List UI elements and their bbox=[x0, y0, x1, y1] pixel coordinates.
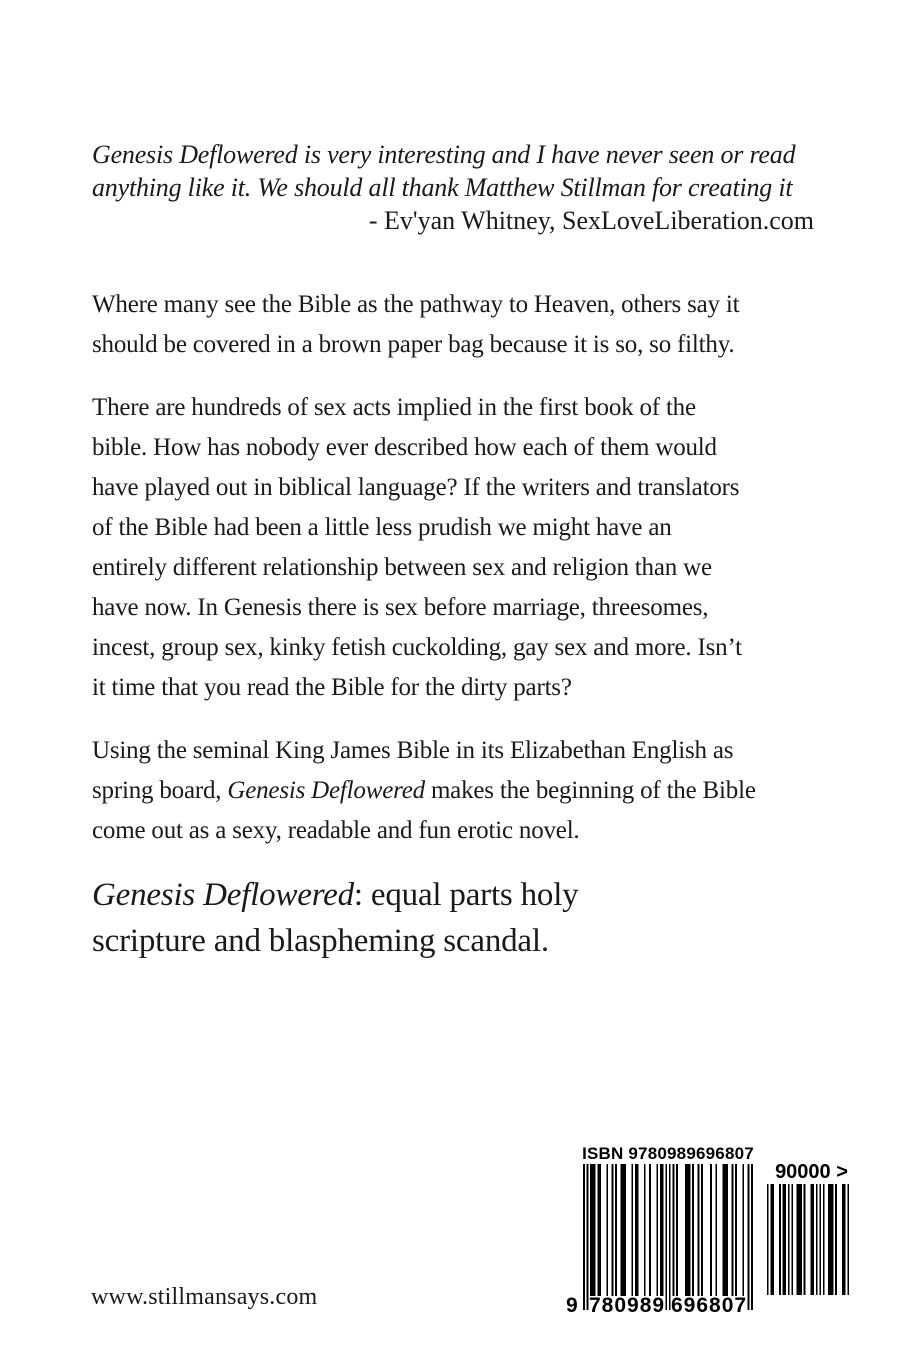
review-quote bbox=[92, 138, 817, 204]
tagline-text: : equal parts holy bbox=[353, 877, 579, 913]
body-line: Where many see the Bible as the pathway to Heaven, others say it bbox=[92, 291, 740, 318]
tagline-line: scripture and blaspheming scandal. bbox=[92, 923, 549, 959]
body-line: of the Bible had been a little less prudish we might have an bbox=[92, 514, 672, 541]
website-url: www.stillmansays.com bbox=[91, 1284, 318, 1310]
body-line: should be covered in a brown paper bag because it is so, so filthy. bbox=[92, 331, 735, 358]
body-text: spring board, bbox=[92, 777, 228, 804]
book-title-inline: Genesis Deflowered bbox=[92, 877, 354, 913]
barcode-addon-label: 90000 > bbox=[775, 1161, 848, 1183]
isbn-barcode bbox=[583, 1164, 753, 1311]
body-line: it time that you read the Bible for the dirty parts? bbox=[92, 674, 572, 701]
paragraph-description bbox=[92, 388, 817, 708]
quote-line: Genesis Deflowered is very interesting and I have never seen or read bbox=[92, 140, 796, 169]
body-line: bible. How has nobody ever described how each of them would bbox=[92, 434, 717, 461]
isbn-label: ISBN 9780989696807 bbox=[582, 1144, 754, 1163]
body-line: have now. In Genesis there is sex before marriage, threesomes, bbox=[92, 594, 709, 621]
quote-line: anything like it. We should all thank Matthew Stillman for creating it bbox=[92, 173, 793, 202]
body-line: have played out in biblical language? If the writers and translators bbox=[92, 474, 740, 501]
barcode-digits-right: 696807 bbox=[671, 1294, 748, 1317]
tagline-line bbox=[92, 872, 817, 918]
body-text: makes the beginning of the Bible bbox=[424, 777, 756, 804]
book-title-inline: Genesis Deflowered bbox=[227, 777, 425, 804]
barcode-digits-left: 780989 bbox=[589, 1294, 666, 1317]
body-line: Using the seminal King James Bible in its Elizabethan English as bbox=[92, 737, 734, 764]
quote-attribution: - Ev'yan Whitney, SexLoveLiberation.com bbox=[368, 206, 814, 235]
body-line: There are hundreds of sex acts implied in the first book of the bbox=[92, 394, 696, 421]
tagline bbox=[92, 872, 817, 964]
paragraph-intro bbox=[92, 285, 817, 365]
body-line: incest, group sex, kinky fetish cuckolding, gay sex and more. Isn’t bbox=[92, 634, 742, 661]
body-line: come out as a sexy, readable and fun erotic novel. bbox=[92, 817, 580, 844]
barcode-digit-lead: 9 bbox=[566, 1294, 578, 1317]
paragraph-pitch bbox=[92, 731, 817, 851]
body-line bbox=[92, 771, 817, 811]
price-addon-barcode bbox=[765, 1184, 849, 1295]
body-line: entirely different relationship between sex and religion than we bbox=[92, 554, 712, 581]
